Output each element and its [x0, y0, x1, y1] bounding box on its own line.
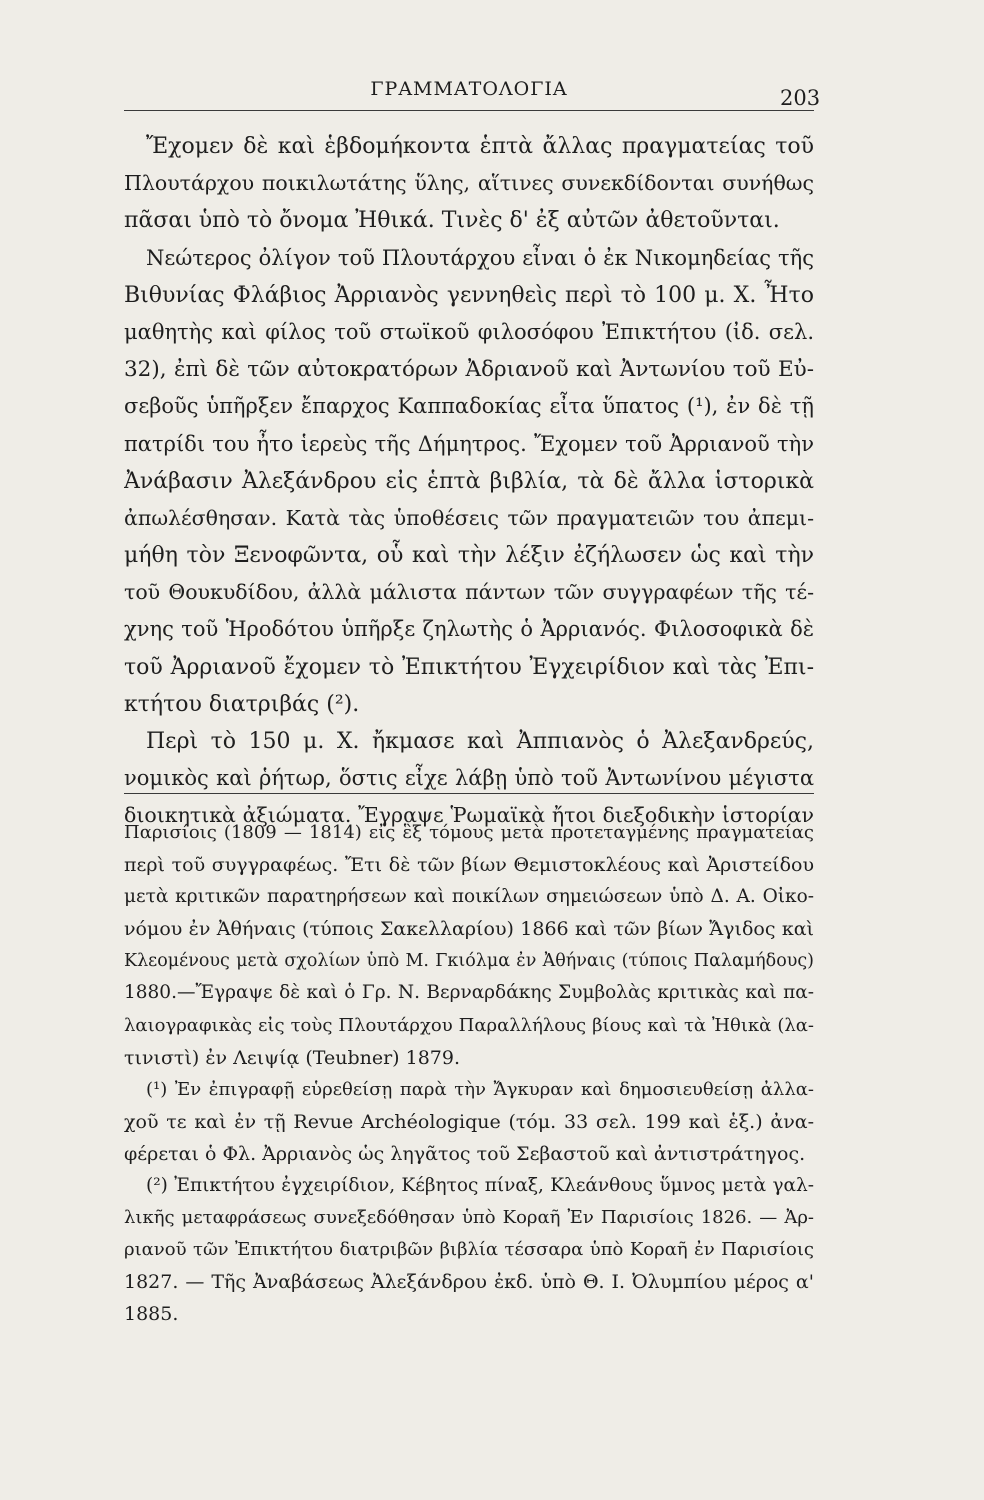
text-line: διοικητικὰ ἀξιώματα. Ἔγραψε Ῥωμαϊκὰ ἤτοι διεξοδικὴν ἱστορίαν	[124, 803, 814, 828]
text-line: κτήτου διατριβάς (²).	[124, 691, 360, 717]
text-line: μήθη τὸν Ξενοφῶντα, οὗ καὶ τὴν λέξιν ἐζήλωσεν ὡς καὶ τὴν	[124, 543, 814, 569]
footnote-line: Παρισίοις (1809 — 1814) εἰς ἓξ τόμους μετὰ προτεταγμένης πραγματείας	[124, 822, 814, 843]
footnote-line: (¹) Ἐν ἐπιγραφῇ εὑρεθείσῃ παρὰ τὴν Ἄγκυραν καὶ δημοσιευθείσῃ ἀλλα-	[146, 1078, 814, 1100]
text-line: Νεώτερος ὀλίγον τοῦ Πλουτάρχου εἶναι ὁ ἐκ Νικομηδείας τῆς	[146, 245, 814, 270]
text-line: ἀπωλέσθησαν. Κατὰ τὰς ὑποθέσεις τῶν πραγματειῶν του ἀπεμι-	[124, 505, 814, 530]
text-line: 32), ἐπὶ δὲ τῶν αὐτοκρατόρων Ἀδριανοῦ καὶ Ἀντωνίου τοῦ Εὐ-	[124, 357, 814, 383]
footnote-line: τινιστὶ) ἐν Λειψίᾳ (Teubner) 1879.	[124, 1046, 461, 1069]
footnote-rule	[124, 793, 814, 794]
text-line: τοῦ Ἀρριανοῦ ἔχομεν τὸ Ἐπικτήτου Ἐγχειρίδιον καὶ τὰς Ἐπι-	[124, 654, 814, 680]
text-line: τοῦ Θουκυδίδου, ἀλλὰ μάλιστα πάντων τῶν συγγραφέων τῆς τέ-	[124, 580, 814, 605]
footnote-line: φέρεται ὁ Φλ. Ἀρριανὸς ὡς ληγᾶτος τοῦ Σεβαστοῦ καὶ ἀντιστράτηγος.	[124, 1142, 806, 1165]
text-line: Βιθυνίας Φλάβιος Ἀρριανὸς γεννηθεὶς περὶ τὸ 100 μ. Χ. Ἦτο	[124, 282, 814, 308]
footnote-line: νόμου ἐν Ἀθήναις (τύποις Σακελλαρίου) 1866 καὶ τῶν βίων Ἄγιδος καὶ	[124, 918, 814, 941]
main-text	[124, 128, 814, 835]
text-line: νομικὸς καὶ ῥήτωρ, ὅστις εἶχε λάβῃ ὑπὸ τοῦ Ἀντωνίνου μέγιστα	[124, 766, 814, 791]
footnotes	[124, 817, 814, 1331]
text-line: πατρίδι του ἦτο ἱερεὺς τῆς Δήμητρος. Ἔχομεν τοῦ Ἀρριανοῦ τὴν	[124, 431, 814, 456]
footnote-line: 1827. — Τῆς Ἀναβάσεως Ἀλεξάνδρου ἐκδ. ὑπὸ Θ. Ι. Ὀλυμπίου μέρος α'	[124, 1271, 814, 1294]
running-title: ΓΡΑΜΜΑΤΟΛΟΓΙΑ	[370, 78, 568, 100]
footnote-line: 1880.—Ἔγραψε δὲ καὶ ὁ Γρ. Ν. Βερναρδάκης Συμβολὰς κριτικὰς καὶ πα-	[124, 982, 814, 1004]
footnote-line: περὶ τοῦ συγγραφέως. Ἔτι δὲ τῶν βίων Θεμιστοκλέους καὶ Ἀριστείδου	[124, 854, 814, 877]
text-line: Ἀνάβασιν Ἀλεξάνδρου εἰς ἑπτὰ βιβλία, τὰ δὲ ἄλλα ἱστορικὰ	[124, 468, 814, 494]
footnote-line: λικῆς μεταφράσεως συνεξεδόθησαν ὑπὸ Κοραῆ Ἐν Παρισίοις 1826. — Ἀρ-	[124, 1207, 814, 1229]
text-line: Περὶ τὸ 150 μ. Χ. ἤκμασε καὶ Ἀππιανὸς ὁ Ἀλεξανδρεύς,	[146, 729, 814, 754]
footnote-line: 1885.	[124, 1303, 179, 1326]
text-line: Ἔχομεν δὲ καὶ ἑβδομήκοντα ἑπτὰ ἄλλας πραγματείας τοῦ	[146, 134, 814, 159]
header-rule	[124, 110, 814, 111]
text-line: Πλουτάρχου ποικιλωτάτης ὕλης, αἵτινες συνεκδίδονται συνήθως	[124, 171, 814, 196]
footnote-line: μετὰ κριτικῶν παρατηρήσεων καὶ ποικίλων σημειώσεων ὑπὸ Δ. Α. Οἰκο-	[124, 886, 814, 908]
text-line: πᾶσαι ὑπὸ τὸ ὄνομα Ἠθικά. Τινὲς δ' ἐξ αὐτῶν ἀθετοῦνται.	[124, 208, 780, 234]
text-line: χνης τοῦ Ἡροδότου ὑπῆρξε ζηλωτὴς ὁ Ἀρριανός. Φιλοσοφικὰ δὲ	[124, 617, 814, 642]
footnote-line: Κλεομένους μετὰ σχολίων ὑπὸ Μ. Γκιόλμα ἐν Ἀθήναις (τύποις Παλαμήδους)	[124, 951, 814, 972]
footnote-line: ριανοῦ τῶν Ἐπικτήτου διατριβῶν βιβλία τέσσαρα ὑπὸ Κοραῆ ἐν Παρισίοις	[124, 1239, 814, 1261]
footnote-line: (²) Ἐπικτήτου ἐγχειρίδιον, Κέβητος πίναξ, Κλεάνθους ὕμνος μετὰ γαλ-	[146, 1175, 814, 1197]
footnote-line: χοῦ τε καὶ ἐν τῇ Revue Archéologique (τόμ. 33 σελ. 199 καὶ ἑξ.) ἀνα-	[124, 1110, 814, 1133]
text-line: μαθητὴς καὶ φίλος τοῦ στωϊκοῦ φιλοσόφου Ἐπικτήτου (ἰδ. σελ.	[124, 319, 814, 344]
footnote-line: λαιογραφικὰς εἰς τοὺς Πλουτάρχου Παραλλήλους βίους καὶ τὰ Ἠθικὰ (λα-	[124, 1014, 814, 1036]
page-number: 203	[780, 86, 821, 110]
text-line: σεβοῦς ὑπῆρξεν ἔπαρχος Καππαδοκίας εἶτα ὕπατος (¹), ἐν δὲ τῇ	[124, 394, 814, 419]
